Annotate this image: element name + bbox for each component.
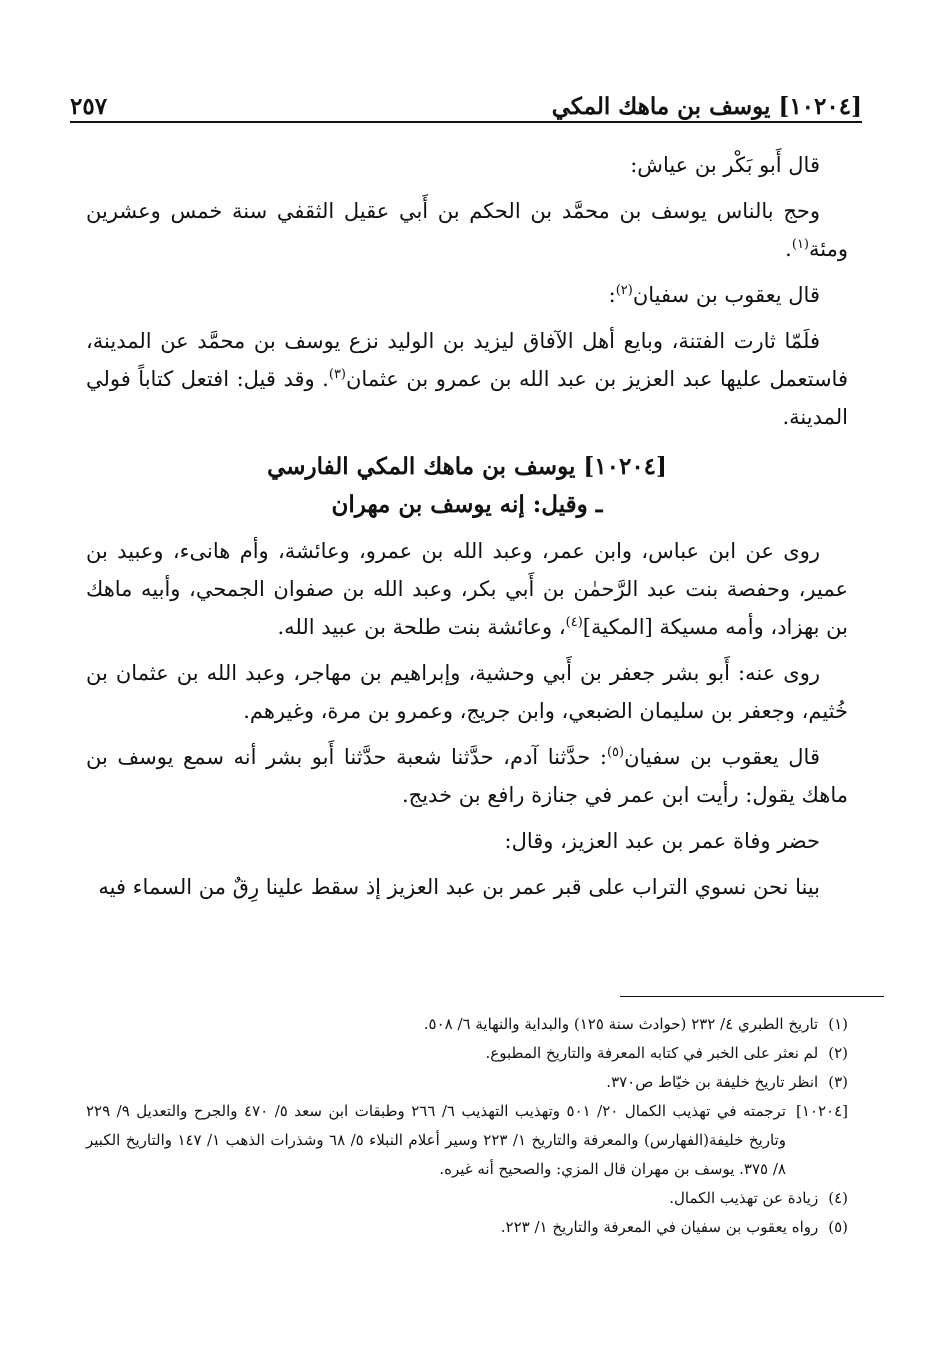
paragraph [86,738,848,814]
footnote-mark: (٤) [828,1189,848,1207]
paragraph-text: قال يعقوب بن سفيان [624,745,820,769]
paragraph-text-tail: : حدَّثنا آدم، حدَّثنا شعبة حدَّثنا أَبو بشر أنه سمع يوسف بن ماهك يقول: رأيت ابن عمر في جنازة رافع بن خديج. [86,745,848,807]
paragraph-text: فلَمّا ثارت الفتنة، وبايع أهل الآفاق ليزيد بن الوليد نزع يوسف بن محمَّد عن المدينة، فاستعمل عليها عبد العزيز بن عبد الله بن عمرو بن عثمان [86,329,848,391]
entry-heading [86,448,848,524]
footnote [86,1068,848,1097]
footnote-text: لم نعثر على الخبر في كتابه المعرفة والتاريخ المطبوع. [485,1044,819,1062]
paragraph-text: وحج بالناس يوسف بن محمَّد بن الحكم بن أَبي عقيل الثقفي سنة خمس وعشرين ومئة [86,199,848,261]
footnote-mark: (٥) [828,1218,848,1236]
paragraph [86,146,848,184]
header-rule [70,121,862,123]
footnote [86,1213,848,1242]
paragraph-text: روى عن ابن عباس، وابن عمر، وعبد الله بن عمرو، وعائشة، وأم هانىء، وعبيد بن عمير، وحفصة بنت عبد الرَّحمٰن بن أَبي بكر، وعبد الله بن صفوان الجمحي، وأبيه ماهك بن بهزاد، وأمه مسيكة [المكية] [86,539,848,639]
footnote-mark: (٢) [828,1044,848,1062]
paragraph [86,192,848,268]
footnote-rule [620,996,884,997]
paragraphs-before-entry [86,146,848,436]
footnote-reference[interactable]: (٢) [615,283,633,298]
paragraphs-after-entry [86,532,848,906]
page-number: ٢٥٧ [70,93,108,120]
paragraph [86,822,848,860]
footnotes [86,1010,848,1242]
paragraph [86,654,848,730]
paragraph [86,532,848,646]
paragraph-text: بينا نحن نسوي التراب على قبر عمر بن عبد العزيز إذ سقط علينا رِقٌ من السماء فيه [98,875,820,899]
footnote [86,1184,848,1213]
footnote-text: تاريخ الطبري ٤/ ٢٣٢ (حوادث سنة ١٢٥) والبداية والنهاية ٦/ ٥٠٨. [423,1015,819,1033]
paragraph-text: حضر وفاة عمر بن عبد العزيز، وقال: [504,829,820,853]
paragraph-text-tail: . [785,237,792,261]
entry-title-line-2: ـ وقيل: إنه يوسف بن مهران [331,491,603,518]
paragraph-text-tail: . وقد قيل: افتعل كتاباً فولي المدينة. [86,367,848,429]
footnote-text: رواه يعقوب بن سفيان في المعرفة والتاريخ ١/ ٢٢٣. [500,1218,819,1236]
paragraph-text-tail: : [608,283,616,307]
footnote-reference[interactable]: (١) [791,237,809,252]
footnote-mark: (١) [828,1015,848,1033]
footnote [86,1097,848,1184]
footnote [86,1010,848,1039]
footnote-reference[interactable]: (٥) [606,745,625,760]
footnote-mark: [١٠٢٠٤] [795,1102,848,1120]
footnote-reference[interactable]: (٤) [565,615,583,630]
paragraph-text: قال أَبو بَكْر بن عياش: [630,153,820,177]
footnote-text: زيادة عن تهذيب الكمال. [669,1189,819,1207]
running-head-title: [١٠٢٠٤] يوسف بن ماهك المكي [551,93,862,120]
paragraph [86,868,848,906]
main-text [86,146,848,914]
footnote-text: ترجمته في تهذيب الكمال ٢٠/ ٥٠١ وتهذيب التهذيب ٦/ ٢٦٦ وطبقات ابن سعد ٥/ ٤٧٠ والجرح والتعديل ٩/ ٢٢٩ وتاريخ خليفة(الفهارس) والمعرفة والتاريخ ١/ ٢٢٣ وسير أعلام النبلاء ٥/ ٦٨ وشذرات الذهب ١/ ١٤٧ والتاريخ الكبير ٨/ ٣٧٥. يوسف بن مهران قال المزي: والصحيح أنه غيره. [86,1102,786,1178]
running-head [70,80,862,120]
footnote-text: انظر تاريخ خليفة بن خيّاط ص٣٧٠. [606,1073,819,1091]
paragraph-text: روى عنه: أَبو بشر جعفر بن أَبي وحشية، وإبراهيم بن مهاجر، وعبد الله بن عثمان بن خُثيم، وجعفر بن سليمان الضبعي، وابن جريج، وعمرو بن مرة، وغيرهم. [86,661,848,723]
entry-title-line-1: [١٠٢٠٤] يوسف بن ماهك المكي الفارسي [267,453,667,480]
footnote-mark: (٣) [828,1073,848,1091]
footnote-reference[interactable]: (٣) [328,367,346,382]
paragraph [86,322,848,436]
paragraph [86,276,848,314]
footnote [86,1039,848,1068]
paragraph-text: قال يعقوب بن سفيان [632,283,820,307]
paragraph-text-tail: ، وعائشة بنت طلحة بن عبيد الله. [277,615,566,639]
